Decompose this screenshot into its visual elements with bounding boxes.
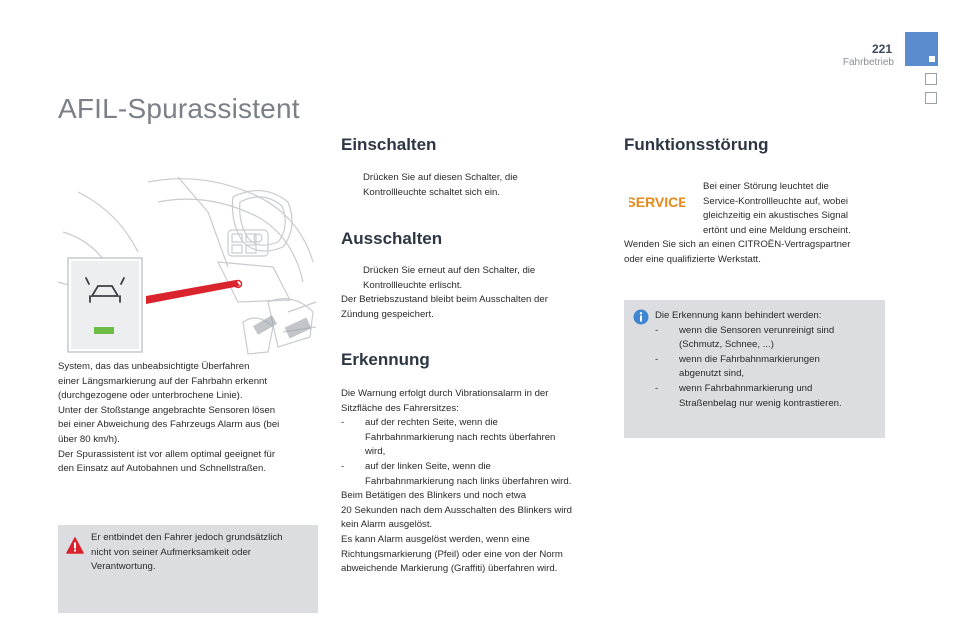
- text-line: nicht von seiner Aufmerksamkeit oder: [91, 546, 251, 558]
- list-dash: -: [655, 324, 659, 336]
- text-line: Kontrollleuchte schaltet sich ein.: [363, 186, 501, 198]
- heading-funktionsstoerung: Funktionsstörung: [624, 135, 769, 154]
- text-line: auf der linken Seite, wenn die: [365, 460, 491, 472]
- text-line: Der Betriebszustand bleibt beim Ausschalten der: [341, 294, 548, 306]
- text-line: (durchgezogene oder unterbrochene Linie).: [58, 390, 243, 402]
- text-line: Bei einer Störung leuchtet die: [703, 181, 829, 192]
- list-item: [655, 324, 880, 353]
- erkennung-text: [341, 387, 611, 577]
- text-line: kein Alarm ausgelöst.: [341, 519, 433, 531]
- text-line: Straßenbelag nur wenig kontrastieren.: [679, 397, 842, 409]
- text-line: Service-Kontrollleuchte auf, wobei: [703, 195, 849, 207]
- list-dash: -: [341, 460, 345, 472]
- text-line: Kontrollleuchte erlischt.: [363, 279, 463, 291]
- text-line: oder eine qualifizierte Werkstatt.: [624, 253, 761, 265]
- text-line: bei einer Abweichung des Fahrzeugs Alarm aus (bei: [58, 419, 280, 431]
- text-line: wird,: [365, 446, 386, 458]
- chapter-tab-box[interactable]: [925, 73, 937, 85]
- service-warning-light-icon: [629, 193, 685, 211]
- text-line: Richtungsmarkierung (Pfeil) oder eine von der Norm: [341, 548, 563, 560]
- list-dash: -: [655, 353, 659, 365]
- intro-text: [58, 360, 320, 477]
- text-line: Unter der Stoßstange angebrachte Sensoren lösen: [58, 404, 276, 416]
- funktionsstoerung-text: [624, 238, 894, 267]
- text-line: ertönt und eine Meldung erscheint.: [703, 224, 851, 236]
- dashboard-switch-illustration: [58, 172, 318, 356]
- text-line: (Schmutz, Schnee, ...): [679, 339, 774, 351]
- text-line: Drücken Sie erneut auf den Schalter, die: [363, 265, 536, 276]
- page-title: AFIL-Spurassistent: [58, 93, 300, 124]
- bullet-marker-icon: [341, 264, 363, 293]
- tab-marker-icon: [929, 56, 935, 62]
- text-line: Er entbindet den Fahrer jedoch grundsätzlich: [91, 532, 283, 543]
- list-item: [655, 382, 880, 411]
- text-line: Beim Betätigen des Blinkers und noch etwa: [341, 490, 527, 502]
- list-item: [655, 353, 880, 382]
- text-line: Der Spurassistent ist vor allem optimal geeignet für: [58, 448, 276, 460]
- ausschalten-text: [341, 264, 603, 322]
- heading-einschalten: Einschalten: [341, 135, 437, 154]
- info-icon: [633, 309, 649, 330]
- warning-note-text: [91, 531, 313, 575]
- text-line: Es kann Alarm ausgelöst werden, wenn eine: [341, 533, 530, 545]
- einschalten-bullet: [341, 171, 603, 200]
- text-line: Die Warnung erfolgt durch Vibrationsalarm in der: [341, 388, 549, 399]
- warning-icon: [66, 537, 84, 559]
- text-line: Zündung gespeichert.: [341, 308, 434, 320]
- text-line: wenn Fahrbahnmarkierung und: [679, 382, 813, 394]
- text-line: abweichende Markierung (Graffiti) überfahren wird.: [341, 563, 558, 575]
- info-note-text: [655, 309, 880, 411]
- text-line: Sitzfläche des Fahrersitzes:: [341, 402, 459, 414]
- text-line: einer Längsmarkierung auf der Fahrbahn erkennt: [58, 375, 268, 387]
- text-line: wenn die Sensoren verunreinigt sind: [679, 324, 835, 336]
- text-line: gleichzeitig ein akustisches Signal: [703, 210, 849, 222]
- list-item: [341, 460, 611, 489]
- text-line: System, das das unbeabsichtigte Überfahren: [58, 361, 250, 372]
- text-line: Fahrbahnmarkierung nach rechts überfahren: [365, 431, 556, 443]
- bullet-marker-icon: [341, 171, 363, 200]
- service-label: SERVICE: [629, 194, 685, 210]
- text-line: den Einsatz auf Autobahnen und Schnellstraßen.: [58, 463, 267, 475]
- text-line: abgenutzt sind,: [679, 368, 745, 380]
- text-line: Wenden Sie sich an einen CITROËN-Vertragspartner: [624, 239, 851, 250]
- page-number: 221: [871, 42, 892, 56]
- text-line: über 80 km/h).: [58, 433, 120, 445]
- text-line: Die Erkennung kann behindert werden:: [655, 310, 822, 321]
- heading-erkennung: Erkennung: [341, 350, 430, 369]
- list-item: [341, 416, 611, 460]
- text-line: Fahrbahnmarkierung nach links überfahren wird.: [365, 475, 572, 487]
- section-name: Fahrbetrieb: [842, 57, 894, 68]
- chapter-tab-active[interactable]: [905, 32, 938, 66]
- text-line: Verantwortung.: [91, 561, 156, 573]
- text-line: auf der rechten Seite, wenn die: [365, 417, 498, 429]
- text-line: Drücken Sie auf diesen Schalter, die: [363, 172, 518, 183]
- heading-ausschalten: Ausschalten: [341, 229, 443, 248]
- text-line: 20 Sekunden nach dem Ausschalten des Blinkers wird: [341, 504, 572, 516]
- list-dash: -: [655, 382, 659, 394]
- text-line: wenn die Fahrbahnmarkierungen: [679, 353, 820, 365]
- dashboard-illustration: [58, 172, 318, 356]
- list-dash: -: [341, 417, 345, 429]
- chapter-tab-box[interactable]: [925, 92, 937, 104]
- funktionsstoerung-indented: [703, 180, 888, 238]
